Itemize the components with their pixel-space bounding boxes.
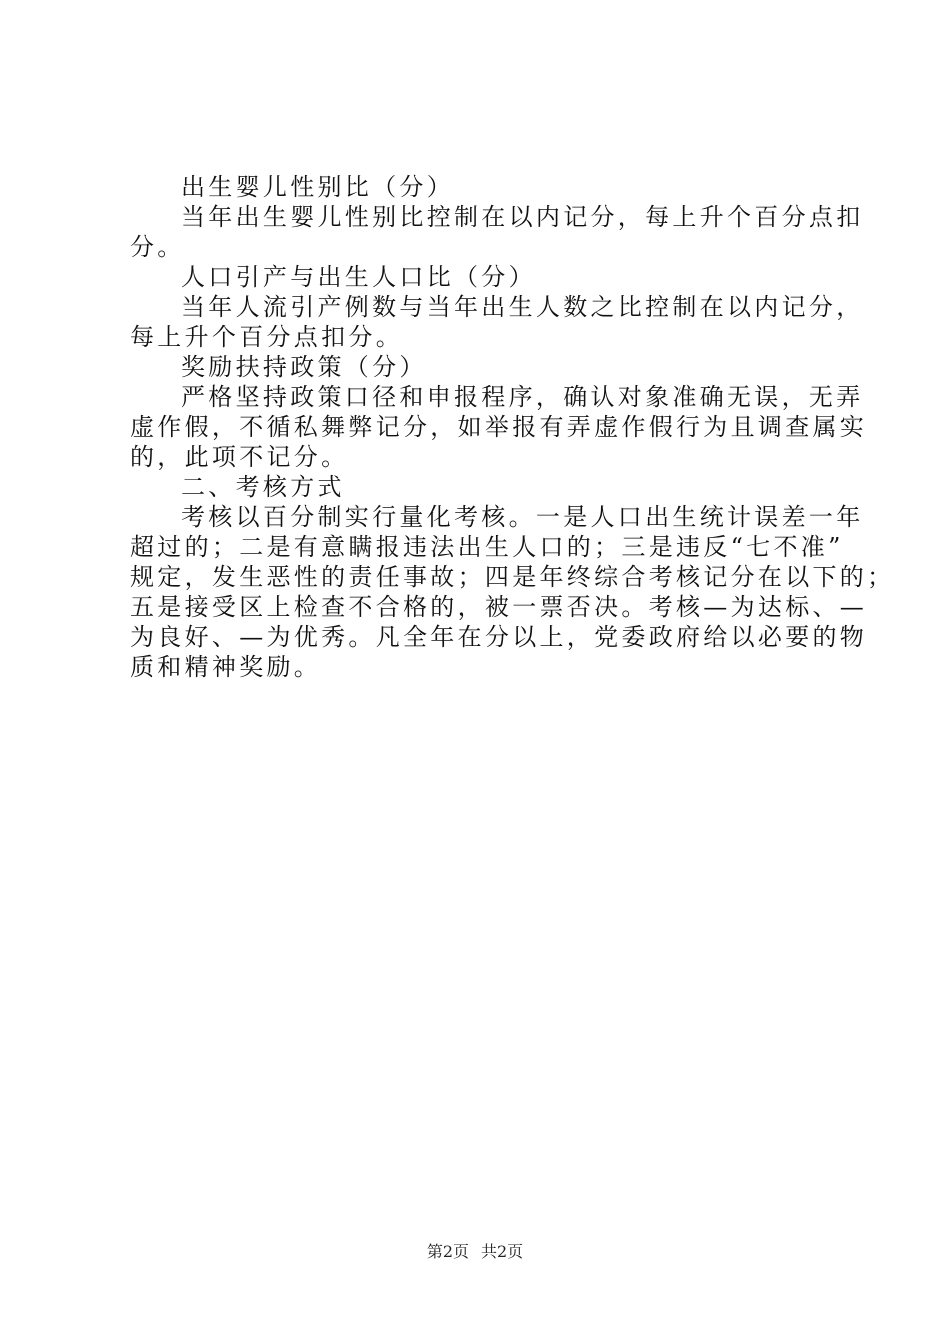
page-total: 共2页 (481, 1242, 524, 1261)
section-heading-assessment-method: 二、考核方式 (181, 473, 345, 501)
paragraph-line: 质和精神奖励。 (130, 653, 322, 681)
paragraph-line: 虚作假，不循私舞弊记分，如举报有弄虚作假行为且调查属实 (130, 413, 868, 441)
paragraph-line: 考核以百分制实行量化考核。一是人口出生统计误差一年 (181, 503, 864, 531)
heading-abortion-ratio: 人口引产与出生人口比（分） (181, 263, 536, 291)
paragraph-line: 为良好、—为优秀。凡全年在分以上，党委政府给以必要的物 (130, 623, 868, 651)
heading-sex-ratio: 出生婴儿性别比（分） (181, 173, 454, 201)
paragraph-line: 五是接受区上检查不合格的，被一票否决。考核—为达标、— (130, 593, 868, 621)
document-body (130, 172, 895, 682)
paragraph-line: 分。 (130, 233, 185, 261)
page-footer (0, 1242, 950, 1262)
paragraph-line: 每上升个百分点扣分。 (130, 323, 403, 351)
paragraph-line: 规定，发生恶性的责任事故；四是年终综合考核记分在以下的； (130, 563, 895, 591)
page-number: 第2页 (426, 1242, 469, 1261)
paragraph-line: 的，此项不记分。 (130, 443, 349, 471)
paragraph-line: 当年人流引产例数与当年出生人数之比控制在以内记分， (181, 293, 864, 321)
heading-incentive-policy: 奖励扶持政策（分） (181, 353, 427, 381)
paragraph-line: 当年出生婴儿性别比控制在以内记分，每上升个百分点扣 (181, 203, 864, 231)
paragraph-line: 超过的；二是有意瞒报违法出生人口的；三是违反“七不准” (130, 533, 844, 561)
paragraph-line: 严格坚持政策口径和申报程序，确认对象准确无误，无弄 (181, 383, 864, 411)
